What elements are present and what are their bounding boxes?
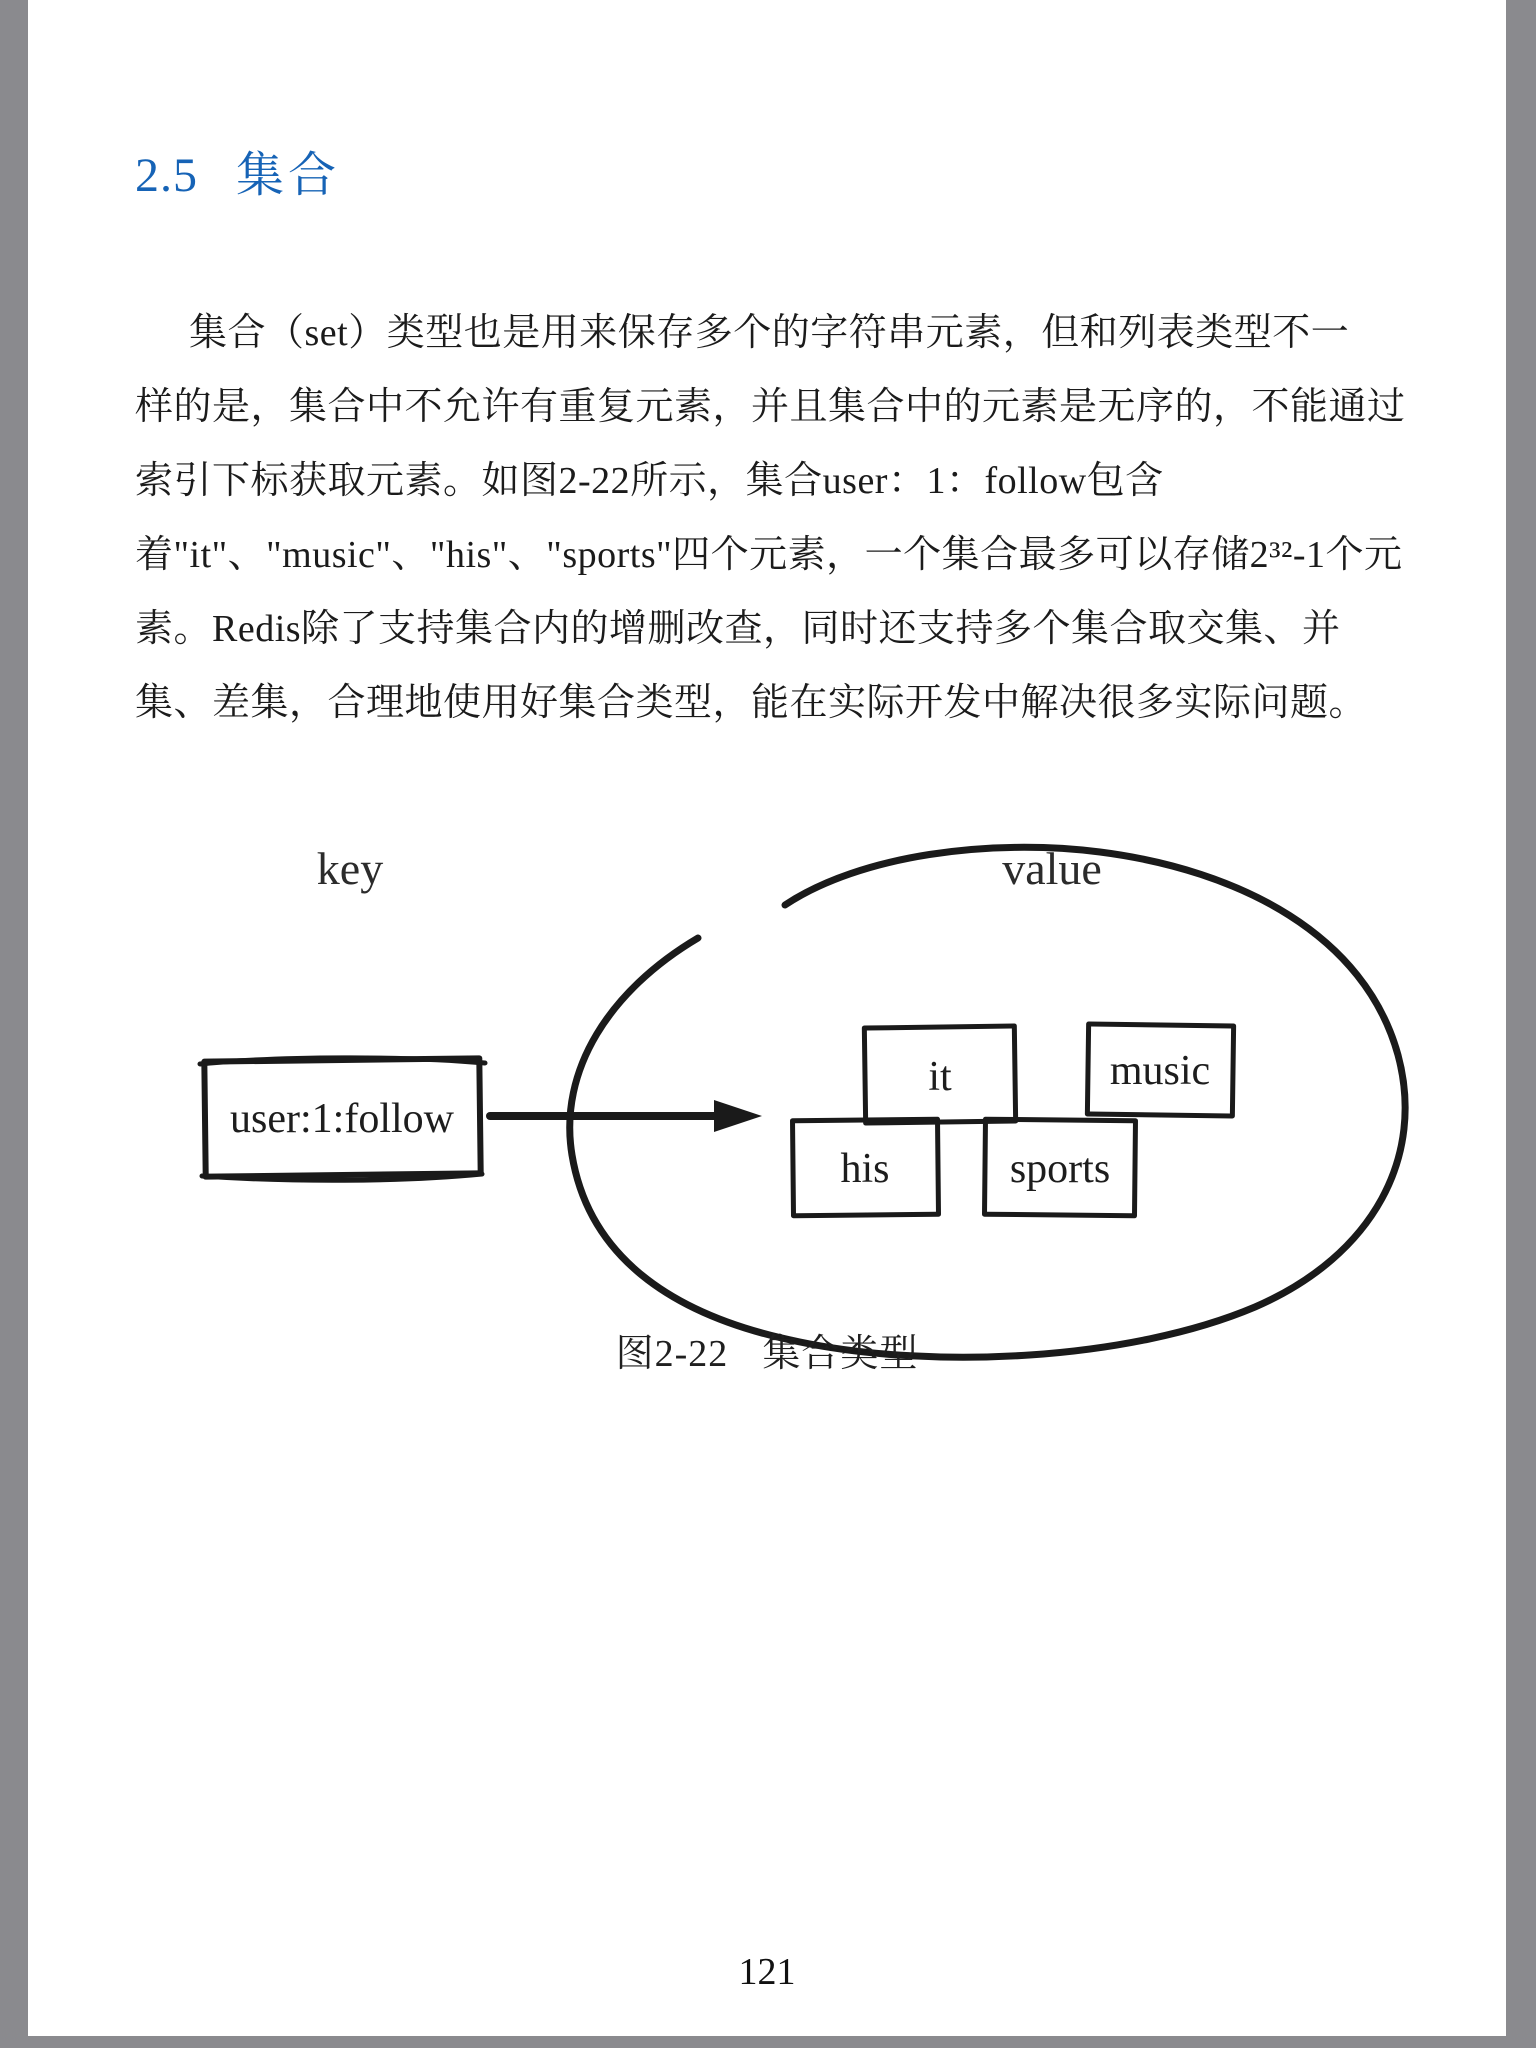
set-member-text: it [928, 1054, 952, 1100]
key-box-text: user:1:follow [230, 1096, 454, 1142]
figure-caption [28, 1322, 1506, 1377]
set-member-box-it [864, 1026, 1015, 1123]
paragraph-line: 素。Redis除了支持集合内的增删改查，同时还支持多个集合取交集、并 [135, 608, 1341, 650]
set-member-text: his [840, 1146, 890, 1192]
section-number: 2.5 [135, 149, 198, 202]
book-page [28, 0, 1506, 2036]
paragraph-line: 样的是，集合中不允许有重复元素，并且集合中的元素是无序的，不能通过 [135, 386, 1406, 428]
section-title: 集合 [236, 149, 341, 202]
figure-caption-title: 集合类型 [762, 1333, 919, 1375]
paragraph-line: 着"it"、"music"、"his"、"sports"四个元素，一个集合最多可以存储2³²-1个元 [135, 534, 1403, 576]
set-boundary-blob [570, 847, 1405, 1357]
key-to-value-arrow-icon [490, 1100, 762, 1132]
body-paragraph [135, 296, 1425, 740]
set-member-text: music [1109, 1048, 1211, 1094]
value-column-label: value [1002, 843, 1102, 894]
page-number: 121 [738, 1951, 796, 1993]
set-member-text: sports [1009, 1146, 1111, 1192]
set-member-box-sports [985, 1119, 1136, 1216]
figure-set-diagram [140, 820, 1460, 1390]
paragraph-line: 索引下标获取元素。如图2-22所示，集合user：1：follow包含 [135, 460, 1164, 502]
key-column-label: key [316, 843, 384, 894]
set-member-box-music [1087, 1024, 1233, 1116]
key-box [200, 1058, 485, 1180]
paragraph-line: 集合（set）类型也是用来保存多个的字符串元素，但和列表类型不一 [189, 312, 1350, 354]
paragraph-line: 集、差集，合理地使用好集合类型，能在实际开发中解决很多实际问题。 [135, 682, 1368, 724]
figure-caption-number: 图2-22 [615, 1333, 729, 1375]
section-heading [135, 136, 340, 205]
set-member-box-his [793, 1119, 939, 1216]
